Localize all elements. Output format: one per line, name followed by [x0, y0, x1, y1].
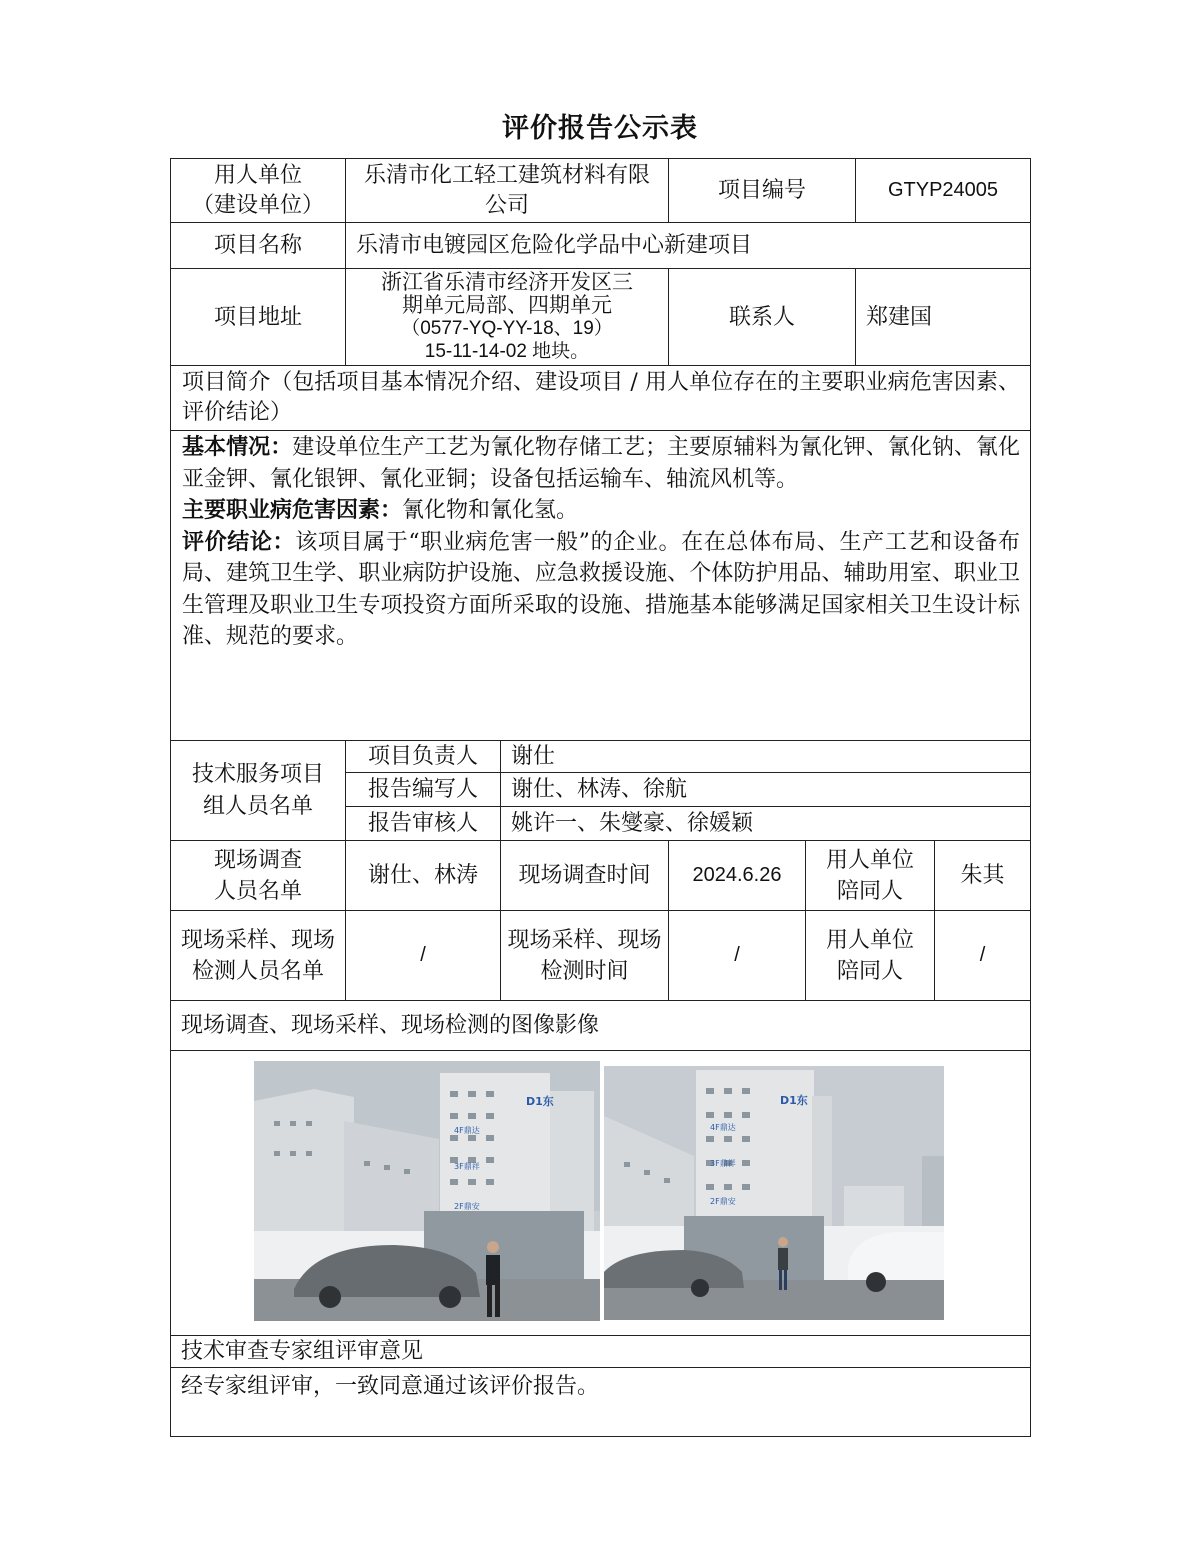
- hazard-label: 主要职业病危害因素：: [182, 497, 403, 523]
- site-photo-1-image: [254, 1061, 600, 1321]
- sampling-time-label-line2: 检测时间: [540, 958, 629, 984]
- photo1-sign: D1东: [526, 1095, 554, 1108]
- photo2-floor-4: 4F鼎达: [710, 1123, 736, 1132]
- escort-label: [806, 841, 934, 910]
- expert-text: 经专家组评审，一致同意通过该评价报告。: [181, 1373, 600, 1399]
- expert-header: 技术审查专家组评审意见: [181, 1339, 424, 1364]
- site-photo-1: [254, 1061, 600, 1321]
- photo1-floor-4: 4F鼎达: [454, 1126, 480, 1135]
- photo1-floor-2: 2F鼎安: [454, 1202, 480, 1211]
- escort2-value: /: [979, 944, 986, 966]
- basic-text: 建设单位生产工艺为氰化物存储工艺；主要原辅料为氰化钾、氰化钠、氰化亚金钾、氰化银钾、氰化亚铜；设备包括运输车、轴流风机等。: [182, 435, 1020, 492]
- escort2-label-line1: 用人单位: [825, 927, 914, 953]
- project-name-value: 乐清市电镀园区危险化学品中心新建项目: [356, 233, 753, 258]
- team-label: [171, 741, 345, 840]
- project-name-label: 项目名称: [213, 233, 302, 258]
- reviewer-value: 姚许一、朱燮豪、徐媛颖: [511, 811, 754, 836]
- conclusion-info: [182, 527, 1020, 653]
- survey-time-label: 现场调查时间: [518, 863, 651, 888]
- contact-value: 郑建国: [866, 304, 933, 330]
- hazard-info: [182, 495, 1020, 527]
- leader-label: 项目负责人: [367, 744, 478, 769]
- address-line1: 浙江省乐清市经济开发区三: [381, 270, 633, 294]
- sampling-label-line1: 现场采样、现场: [180, 927, 335, 953]
- employer-value: 乐清市化工轻工建筑材料有限公司: [363, 162, 650, 218]
- photo2-floor-2: 2F鼎安: [710, 1197, 736, 1206]
- address-line2: 期单元局部、四期单元: [402, 293, 612, 317]
- employer-label-line1: 用人单位: [213, 162, 302, 188]
- address-line4: 15-11-14-02 地块。: [424, 341, 590, 362]
- reviewer-label: 报告审核人: [367, 811, 478, 836]
- address-label: 项目地址: [213, 304, 302, 330]
- site-photo-2: [604, 1066, 944, 1320]
- survey-label: [171, 841, 345, 910]
- summary-body: [182, 432, 1020, 653]
- hazard-text: 氰化物和氰化氢。: [402, 498, 579, 523]
- images-header: 现场调查、现场采样、现场检测的图像影像: [181, 1013, 600, 1038]
- employer-label-line2: （建设单位）: [191, 192, 324, 218]
- contact-label: 联系人: [728, 304, 795, 330]
- basic-label: 基本情况：: [182, 434, 293, 460]
- conclusion-text: 该项目属于“职业病危害一般”的企业。在在总体布局、生产工艺和设备布局、建筑卫生学、职业病防护设施、应急救援设施、个体防护用品、辅助用室、职业卫生管理及职业卫生专项投资方面所采取的设施、措施基本能够满足国家相关卫生设计标准、规范的要求。: [182, 529, 1020, 649]
- sampling-time-value: /: [734, 944, 740, 966]
- escort-label-line2: 陪同人: [836, 878, 903, 904]
- photo1-floor-3: 3F鼎祥: [454, 1162, 480, 1171]
- page-title: 评价报告公示表: [502, 113, 698, 144]
- sampling-time-label: [501, 911, 668, 1000]
- conclusion-label: 评价结论：: [182, 528, 296, 555]
- address-line3: （0577-YQ-YY-18、19）: [401, 318, 613, 339]
- team-label-line1: 技术服务项目: [191, 761, 324, 787]
- escort-label-line1: 用人单位: [825, 847, 914, 873]
- survey-time-value: 2024.6.26: [692, 864, 782, 886]
- photo2-sign: D1东: [780, 1094, 808, 1107]
- team-label-line2: 组人员名单: [202, 793, 313, 819]
- survey-value: 谢仕、林涛: [367, 863, 478, 888]
- escort-value: 朱其: [960, 863, 1005, 888]
- sampling-value: /: [420, 944, 426, 966]
- sampling-label-line2: 检测人员名单: [191, 958, 324, 984]
- project-no-value: GTYP24005: [887, 179, 999, 201]
- photo2-floor-3: 3F鼎祥: [710, 1159, 736, 1168]
- writer-value: 谢仕、林涛、徐航: [511, 777, 688, 802]
- summary-header: 项目简介（包括项目基本情况介绍、建设项目 / 用人单位存在的主要职业病危害因素、评价结论）: [182, 370, 1020, 425]
- leader-value: 谢仕: [511, 744, 556, 769]
- escort2-label: [806, 911, 934, 1000]
- address-value: [346, 269, 668, 365]
- survey-label-line2: 人员名单: [213, 878, 302, 904]
- site-photo-2-image: [604, 1066, 944, 1320]
- writer-label: 报告编写人: [367, 777, 478, 802]
- employer-label: [171, 159, 345, 222]
- escort2-label-line2: 陪同人: [836, 958, 903, 984]
- survey-label-line1: 现场调查: [213, 847, 302, 873]
- sampling-label: [171, 911, 345, 1000]
- basic-info: [182, 432, 1020, 495]
- sampling-time-label-line1: 现场采样、现场: [507, 927, 662, 953]
- project-no-label: 项目编号: [717, 178, 806, 203]
